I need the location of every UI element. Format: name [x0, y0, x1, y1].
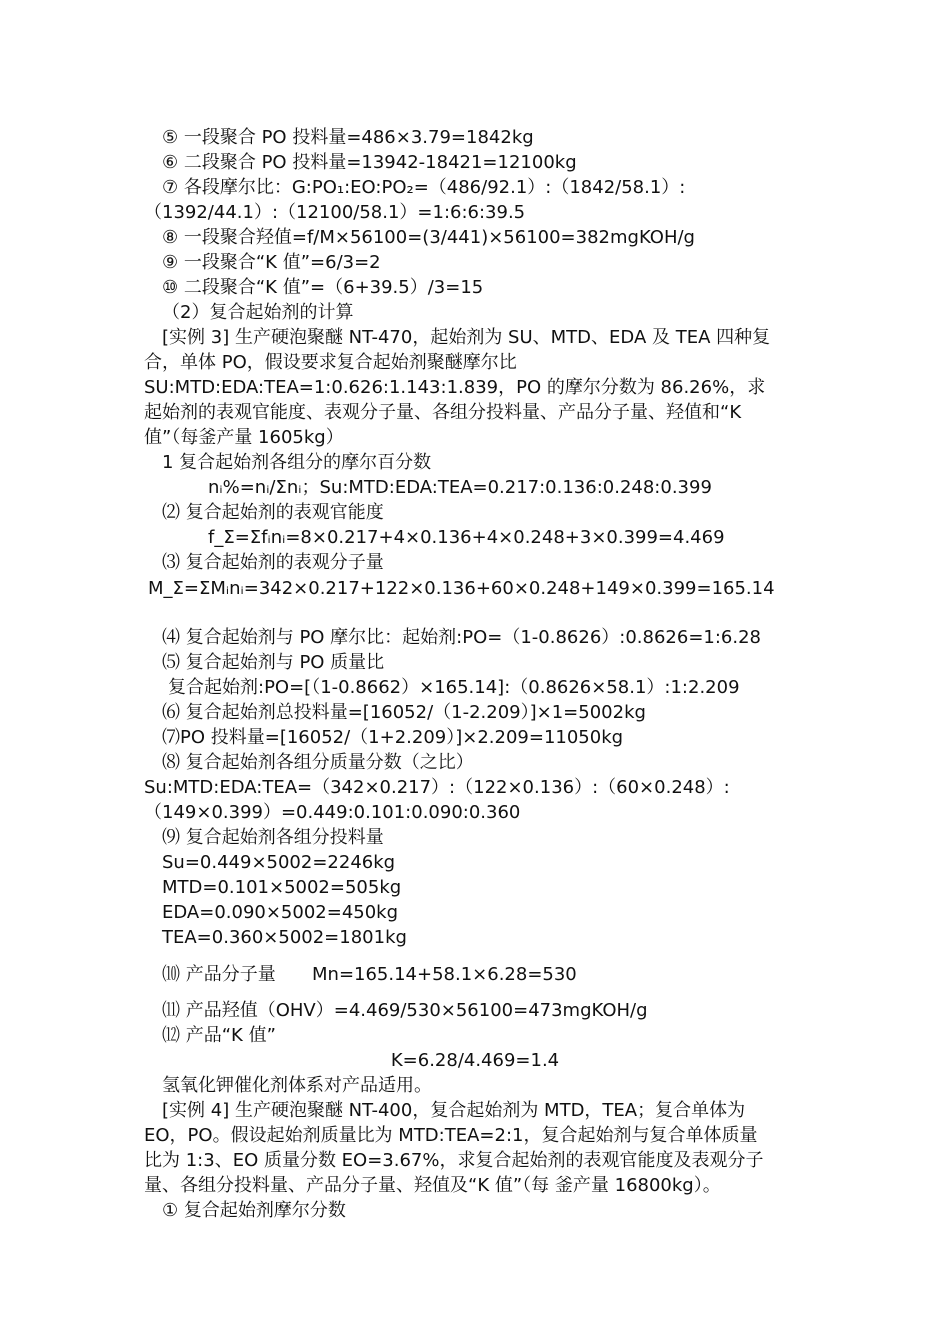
text-line: 起始剂的表观官能度、表观分子量、各组分投料量、产品分子量、羟值和“K [144, 402, 742, 423]
text-line: ⑶ 复合起始剂的表观分子量 [162, 552, 384, 573]
text-line: （1392/44.1）:（12100/58.1）=1:6:6:39.5 [144, 202, 526, 223]
formula-line: Mn=165.14+58.1×6.28=530 [312, 964, 577, 985]
formula-line: （149×0.399）=0.449:0.101:0.090:0.360 [144, 802, 521, 823]
text-line: [实例 4] 生产硬泡聚醚 NT-400，复合起始剂为 MTD，TEA；复合单体为 [162, 1100, 746, 1121]
text-line: ⑷ 复合起始剂与 PO 摩尔比：起始剂:PO=（1-0.8626）:0.8626=1:6.28 [162, 627, 762, 648]
text-line: ⑩ 二段聚合“K 值”=（6+39.5）/3=15 [162, 277, 484, 298]
text-line: SU:MTD:EDA:TEA=1:0.626:1.143:1.839，PO 的摩尔分数为 86.26%，求 [144, 377, 766, 398]
text-line: ⑹ 复合起始剂总投料量=[16052/（1-2.209）]×1=5002kg [162, 702, 646, 723]
formula-line: TEA=0.360×5002=1801kg [162, 927, 407, 948]
text-line: ⑺PO 投料量=[16052/（1+2.209）]×2.209=11050kg [162, 727, 624, 748]
formula-line: Su=0.449×5002=2246kg [162, 852, 396, 873]
text-line: ⑻ 复合起始剂各组分质量分数（之比） [162, 752, 474, 773]
text-line: ⑨ 一段聚合“K 值”=6/3=2 [162, 252, 381, 273]
text-line: ⑿ 产品“K 值” [162, 1025, 276, 1046]
text-line: ⑤ 一段聚合 PO 投料量=486×3.79=1842kg [162, 127, 534, 148]
text-line: 氢氧化钾催化剂体系对产品适用。 [162, 1075, 432, 1096]
text-line: 比为 1:3、EO 质量分数 EO=3.67%，求复合起始剂的表观官能度及表观分子 [144, 1150, 764, 1171]
text-line: 量、各组分投料量、产品分子量、羟值及“K 值”（每 釜产量 16800kg）。 [144, 1175, 721, 1196]
formula-line: f_Σ=Σfᵢnᵢ=8×0.217+4×0.136+4×0.248+3×0.399=4.469 [208, 527, 725, 548]
text-line: ⑸ 复合起始剂与 PO 质量比 [162, 652, 385, 673]
text-line: 值”（每釜产量 1605kg） [144, 427, 344, 448]
formula-line: EDA=0.090×5002=450kg [162, 902, 399, 923]
text-line: ⑥ 二段聚合 PO 投料量=13942-18421=12100kg [162, 152, 577, 173]
text-line: ⑦ 各段摩尔比：G:PO₁:EO:PO₂=（486/92.1）:（1842/58.1）: [162, 177, 686, 198]
text-line: ① 复合起始剂摩尔分数 [162, 1200, 346, 1221]
text-line: ⑽ 产品分子量 [162, 964, 276, 985]
formula-line: 复合起始剂:PO=[（1-0.8662）×165.14]:（0.8626×58.1）:1:2.209 [168, 677, 740, 698]
text-line: ⑼ 复合起始剂各组分投料量 [162, 827, 384, 848]
formula-line: M_Σ=ΣMᵢnᵢ=342×0.217+122×0.136+60×0.248+149×0.399=165.14 [148, 578, 775, 599]
text-line: 1 复合起始剂各组分的摩尔百分数 [162, 452, 432, 473]
formula-line: MTD=0.101×5002=505kg [162, 877, 402, 898]
formula-line: K=6.28/4.469=1.4 [390, 1050, 560, 1071]
text-line: EO，PO。假设起始剂质量比为 MTD:TEA=2:1，复合起始剂与复合单体质量 [144, 1125, 758, 1146]
text-line: [实例 3] 生产硬泡聚醚 NT-470，起始剂为 SU、MTD、EDA 及 TEA 四种复 [162, 327, 771, 348]
formula-line: Su:MTD:EDA:TEA=（342×0.217）:（122×0.136）:（60×0.248）: [144, 777, 730, 798]
text-line: ⑵ 复合起始剂的表观官能度 [162, 502, 384, 523]
formula-line: nᵢ%=nᵢ/Σnᵢ；Su:MTD:EDA:TEA=0.217:0.136:0.248:0.399 [208, 477, 712, 498]
text-line: ⑾ 产品羟值（OHV）=4.469/530×56100=473mgKOH/g [162, 1000, 648, 1021]
section-heading: （2）复合起始剂的计算 [162, 302, 354, 323]
text-line: ⑧ 一段聚合羟值=f/M×56100=(3/441)×56100=382mgKOH/g [162, 227, 695, 248]
text-line: 合，单体 PO，假设要求复合起始剂聚醚摩尔比 [144, 352, 517, 373]
